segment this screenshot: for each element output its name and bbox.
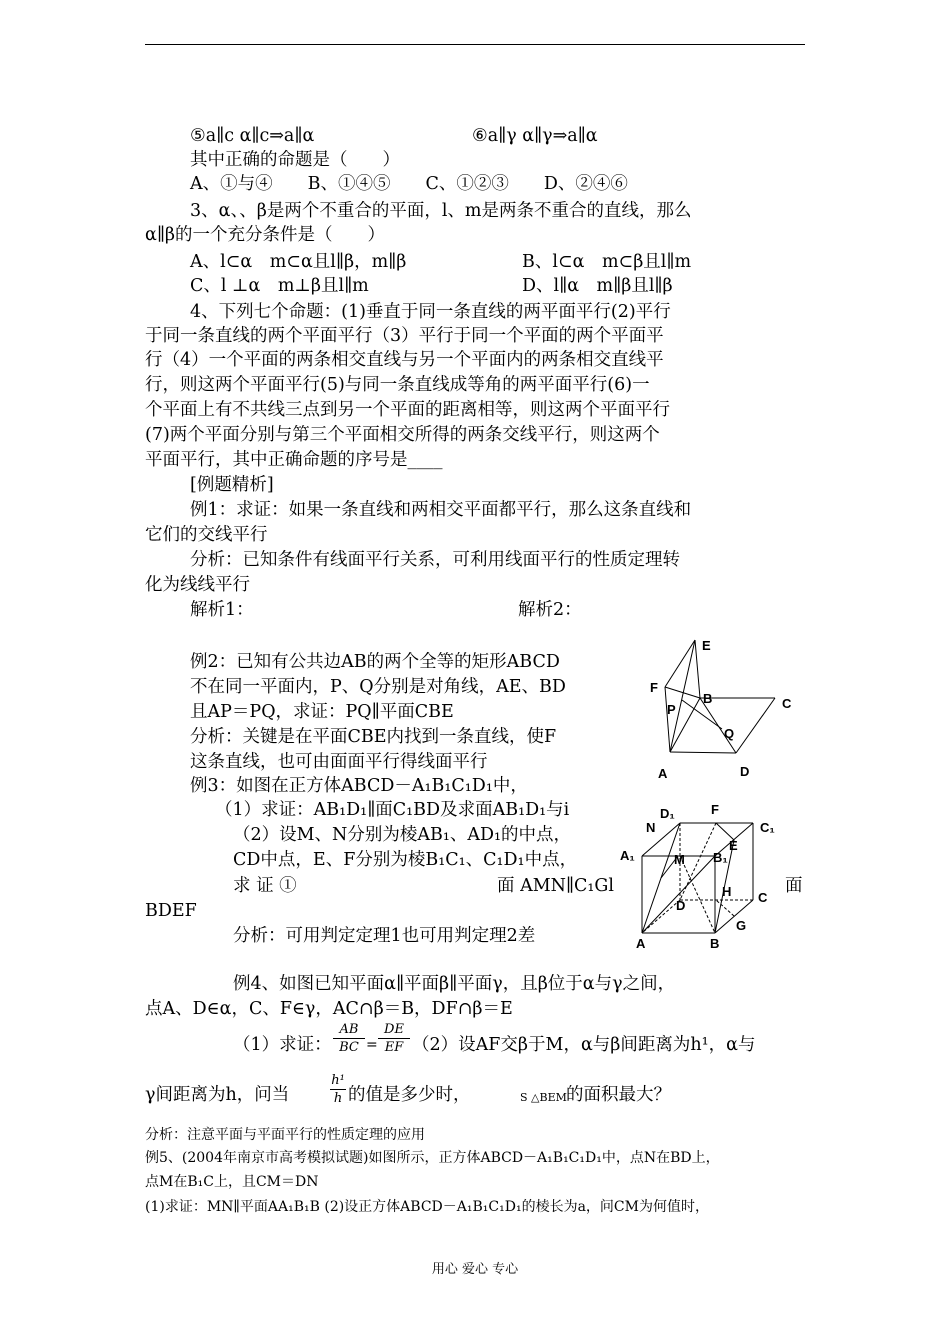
line-q4-7: 平面平行，其中正确命题的序号是____: [145, 450, 443, 470]
line-q4-3: 行（4）一个平面的两条相交直线与另一个平面内的两条相交直线平: [145, 350, 664, 370]
fraction-de-ef: [378, 1022, 410, 1055]
page-footer: 用心 爱心 专心: [431, 1262, 519, 1277]
label-m: M: [674, 852, 685, 867]
label-h: H: [722, 884, 732, 899]
equals-sign: =: [366, 1037, 378, 1053]
line-ex3-5: BDEF: [145, 901, 197, 921]
line-ex4: 例4、如图已知平面α∥平面β∥平面γ，且β位于α与γ之间，: [233, 974, 676, 994]
label-d1: D₁: [660, 806, 675, 821]
label-c: C: [758, 890, 768, 905]
line-ex3-2: （2）设M、N分别为棱AB₁、AD₁的中点，: [233, 825, 572, 845]
line-ex4-analysis: 分析：注意平面与平面平行的性质定理的应用: [145, 1127, 425, 1143]
label-b: B: [703, 691, 713, 706]
line-ex3-4b: 面 AMN∥C₁Gl: [497, 876, 614, 896]
line-q4-6: (7)两个平面分别与第三个平面相交所得的两条交线平行，则这两个: [145, 425, 660, 445]
line-ex2-analysis: 分析：关键是在平面CBE内找到一条直线，使F: [190, 727, 557, 747]
line-question: 其中正确的命题是（ ）: [190, 150, 400, 170]
label-a: A: [658, 766, 668, 781]
line-ex2: 例2：已知有公共边AB的两个全等的矩形ABCD: [190, 652, 560, 672]
segment-pq: [682, 700, 722, 729]
line-inner-1: [680, 856, 715, 933]
line-q4-5: 个平面上有不共线三点到另一个平面的距离相等，则这两个平面平行: [145, 400, 670, 420]
line-ex4-3b: （2）设AF交β于M，α与β间距离为h¹，α与: [412, 1035, 756, 1055]
edge-ef: [665, 640, 695, 687]
line-q3-opt-b: B、l⊂α m⊂β且l∥m: [522, 252, 692, 272]
label-b1: B₁: [713, 850, 728, 865]
line-ex4-3a: （1）求证：: [233, 1035, 332, 1055]
line-ex3-4c: 面: [785, 876, 803, 896]
label-q: Q: [724, 726, 735, 741]
header-rule: [145, 44, 805, 45]
line-fd: [680, 823, 716, 900]
line-q3-opt-a: A、l⊂α m⊂α且l∥β，m∥β: [190, 252, 407, 272]
line-ex1-cont: 它们的交线平行: [145, 525, 268, 545]
fraction-denominator: BC: [339, 1040, 359, 1055]
fraction-denominator: h: [333, 1091, 343, 1106]
line-prop-5: ⑤a∥c α∥c⇒a∥α: [190, 126, 315, 146]
line-ex1-analysis-cont: 化为线线平行: [145, 575, 250, 595]
label-f: F: [711, 802, 719, 817]
label-c1: C₁: [760, 820, 775, 835]
edge-cd: [736, 698, 775, 753]
label-b: B: [710, 936, 720, 951]
line-q4-4: 行，则这两个平面平行(5)与同一条直线成等角的两平面平行(6)一: [145, 375, 650, 395]
area-symbol: S △BEM: [520, 1091, 567, 1104]
label-f: F: [650, 680, 658, 695]
label-n: N: [646, 820, 656, 835]
label-a1: A₁: [620, 848, 635, 863]
line-ab1: [642, 856, 715, 933]
line-ex4-2: 点A、D∈α，C、F∈γ，AC∩β＝B，DF∩β＝E: [145, 999, 513, 1019]
line-ex5-3: (1)求证：MN∥平面AA₁B₁B (2)设正方体ABCD－A₁B₁C₁D₁的棱长为a，问CM为何值时，: [145, 1199, 709, 1215]
line-ex4-4b: 的值是多少时，: [348, 1085, 471, 1105]
label-e: E: [729, 838, 738, 853]
figure-cube: [620, 798, 800, 958]
fraction-numerator: AB: [339, 1022, 359, 1037]
line-ex1: 例1：求证：如果一条直线和两相交平面都平行，那么这条直线和: [190, 500, 692, 520]
line-ex2-3: 且AP＝PQ，求证：PQ∥平面CBE: [190, 702, 454, 722]
label-p: P: [667, 702, 676, 717]
diagonal-ae: [670, 640, 695, 752]
label-c: C: [782, 696, 792, 711]
line-ex5-2: 点M在B₁C上，且CM＝DN: [145, 1174, 319, 1190]
line-q3-cont: α∥β的一个充分条件是（ ）: [145, 225, 386, 245]
line-q4-2: 于同一条直线的两个平面平行（3）平行于同一个平面的两个平面平: [145, 326, 664, 346]
line-ex2-2: 不在同一平面内，P、Q分别是对角线，AE、BD: [190, 677, 566, 697]
edge-fa: [665, 687, 670, 752]
line-ex2-analysis-2: 这条直线，也可由面面平行得线面平行: [190, 752, 488, 772]
fraction-h: [330, 1073, 346, 1106]
line-q3-opt-d: D、l∥α m∥β且l∥β: [522, 276, 673, 296]
label-g: G: [736, 918, 747, 933]
label-d: D: [740, 764, 750, 779]
line-ex3-1: （1）求证：AB₁D₁∥面C₁BD及求面AB₁D₁与i: [215, 800, 570, 820]
line-ex1-analysis: 分析：已知条件有线面平行关系，可利用线面平行的性质定理转: [190, 550, 680, 570]
line-ex4-4c: 的面积最大？: [566, 1085, 671, 1105]
line-prop-6: ⑥a∥γ α∥γ⇒a∥α: [472, 126, 598, 146]
edge-ad: [670, 752, 736, 753]
line-ex3-4a: 求 证 ①: [233, 876, 297, 896]
line-q3: 3、α、、β是两个不重合的平面，l、m是两条不重合的直线，那么: [190, 201, 692, 221]
figure-two-rectangles: [640, 630, 810, 790]
line-ex4-4a: γ间距离为h，问当: [145, 1085, 290, 1105]
fraction-numerator: h¹: [331, 1073, 345, 1088]
fraction-denominator: EF: [384, 1040, 404, 1055]
fraction-numerator: DE: [384, 1022, 404, 1037]
line-options: A、①与④ B、①④⑤ C、①②③ D、②④⑥: [190, 174, 628, 194]
section-heading: [例题精析]: [190, 475, 274, 495]
label-e: E: [702, 638, 711, 653]
line-q4-1: 4、下列七个命题：(1)垂直于同一条直线的两平面平行(2)平行: [190, 302, 671, 322]
line-q3-opt-c: C、l ⊥α m⊥β且l∥m: [190, 276, 369, 296]
label-d: D: [676, 898, 686, 913]
line-solution-2: 解析2：: [518, 600, 582, 620]
label-a: A: [636, 936, 646, 951]
line-ex3: 例3：如图在正方体ABCD－A₁B₁C₁D₁中，: [190, 776, 528, 796]
fraction-ab-bc: [333, 1022, 365, 1055]
line-ex3-analysis: 分析：可用判定定理1也可用判定理2差: [233, 926, 536, 946]
line-ex3-3: CD中点，E、F分别为棱B₁C₁、C₁D₁中点，: [233, 850, 578, 870]
edge-eb: [695, 640, 700, 698]
line-ex5: 例5、(2004年南京市高考模拟试题)如图所示，正方体ABCD－A₁B₁C₁D₁中，点N在BD上，: [145, 1150, 720, 1166]
line-solution-1: 解析1：: [190, 600, 254, 620]
